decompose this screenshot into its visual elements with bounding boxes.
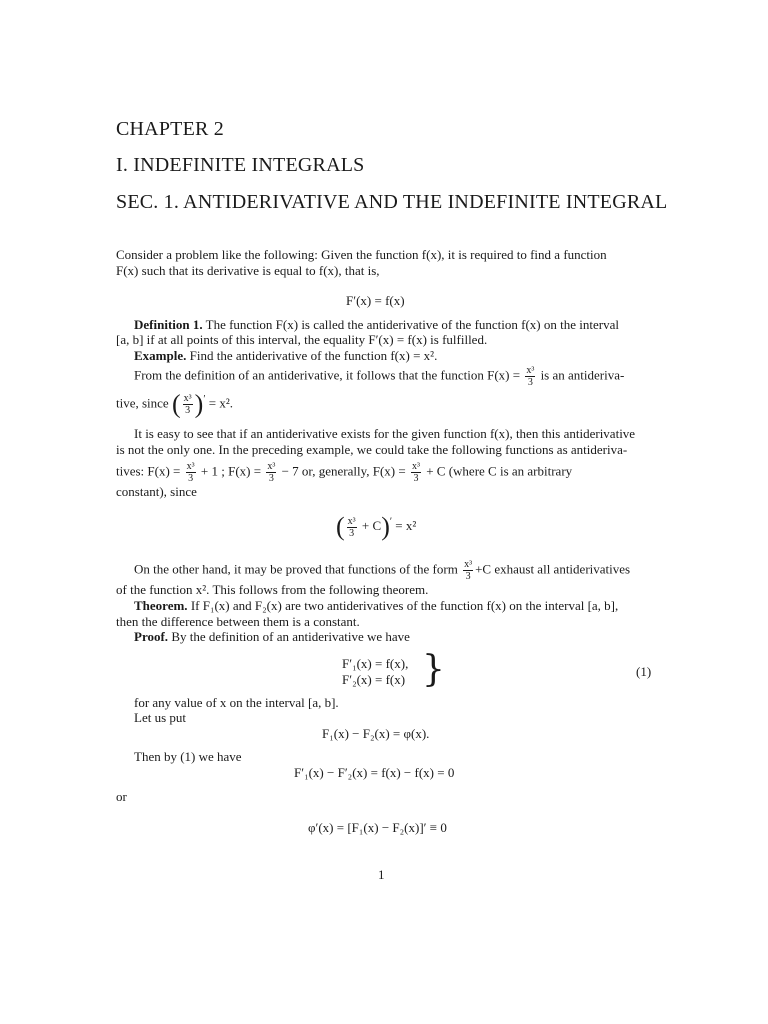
tive-since-text: tive, since: [116, 395, 169, 411]
fraction-x3-over-3-f: [347, 516, 357, 539]
left-paren: (: [171, 389, 181, 419]
equation-last: φ′(x) = [F₁(x) − F₂(x)]′ ≡ 0: [308, 820, 447, 835]
intro-line-1: Consider a problem like the following: Given the function f(x), it is required to find a function: [116, 247, 607, 262]
or-line: or: [116, 789, 127, 804]
after-system-line-2: Let us put: [134, 710, 186, 725]
theorem-line-2: then the difference between them is a constant.: [116, 614, 360, 629]
right-paren: ): [194, 389, 204, 419]
fraction-x3-over-3-c: [186, 461, 196, 484]
then-by-line: Then by (1) we have: [134, 749, 242, 764]
from-definition-line: [134, 365, 624, 388]
definition-text: The function F(x) is called the antiderivative of the function f(x) on the interval: [205, 317, 619, 332]
from-def-before: From the definition of an antiderivative, it follows that the function F(x) =: [134, 367, 521, 383]
easy-3a: tives: F(x) =: [116, 463, 181, 479]
easy-3c: − 7 or, generally, F(x) =: [281, 463, 406, 479]
fraction-denominator: 3: [185, 404, 191, 416]
fraction-x3-over-3-d: [266, 461, 276, 484]
easy-line-3: [116, 461, 572, 484]
part-heading: I. INDEFINITE INTEGRALS: [116, 154, 365, 176]
equation-difference: F′₁(x) − F′₂(x) = f(x) − f(x) = 0: [294, 765, 455, 780]
other-hand-line-1: [134, 559, 630, 582]
equation-main: F′(x) = f(x): [346, 293, 405, 308]
fraction-x3-over-3-g: [463, 559, 473, 582]
fraction-denominator: 3: [188, 473, 194, 484]
example-line: [134, 348, 437, 364]
fraction-numerator: x³: [267, 461, 276, 472]
from-def-after: is an antideriva-: [540, 367, 625, 383]
equation-x3-plus-c: ( $\frac{\text{x³}}{3}$ + C)′ = x²: [336, 512, 417, 541]
other-hand-line-2: of the function x². This follows from the following theorem.: [116, 582, 429, 597]
system-row-2: F′₂(x) = f(x): [342, 672, 406, 687]
easy-line-4: constant), since: [116, 484, 197, 499]
proof-label: Proof.: [134, 629, 169, 644]
fraction-denominator: 3: [413, 473, 419, 484]
section-heading: SEC. 1. ANTIDERIVATIVE AND THE INDEFINITE INTEGRAL: [116, 191, 668, 213]
easy-line-2: is not the only one. In the preceding example, we could take the following functions as antideriva-: [116, 442, 628, 457]
left-paren: (: [336, 512, 345, 541]
definition-label: Definition 1.: [134, 317, 203, 332]
example-text: Find the antiderivative of the function f(x) = x².: [189, 348, 438, 363]
proof-text: By the definition of an antiderivative we have: [171, 629, 410, 644]
fraction-numerator: x³: [186, 461, 195, 472]
page-number: 1: [378, 867, 385, 882]
fraction-x3-over-3-e: [411, 461, 421, 484]
fraction-numerator: x³: [411, 461, 420, 472]
eq-c-plus: + C: [361, 517, 382, 533]
fraction-denominator: 3: [465, 571, 471, 582]
chapter-heading: CHAPTER 2: [116, 118, 224, 140]
fraction-x3-over-3: [525, 365, 535, 388]
after-system-line-1: for any value of x on the interval [a, b].: [134, 695, 339, 710]
theorem-label: Theorem.: [134, 598, 188, 613]
right-brace: }: [422, 649, 445, 690]
fraction-numerator: x³: [183, 392, 192, 404]
fraction-denominator: 3: [268, 473, 274, 484]
easy-line-1: It is easy to see that if an antiderivative exists for the given function f(x), then this antiderivative: [134, 426, 636, 441]
example-label: Example.: [134, 348, 187, 363]
system-row-1: F′₁(x) = f(x),: [342, 656, 409, 671]
fraction-numerator: x³: [526, 365, 535, 376]
right-paren: ): [381, 512, 390, 541]
equation-phi: F₁(x) − F₂(x) = φ(x).: [322, 726, 430, 741]
intro-line-2: F(x) such that its derivative is equal to f(x), that is,: [116, 263, 380, 278]
other-hand-before: On the other hand, it may be proved that functions of the form: [134, 561, 458, 577]
fraction-denominator: 3: [349, 527, 355, 539]
easy-3d: + C (where C is an arbitrary: [426, 463, 573, 479]
other-hand-after: +C exhaust all antiderivatives: [475, 561, 631, 577]
fraction-x3-over-3-b: [183, 393, 193, 416]
eq-c-rhs: = x²: [395, 517, 417, 533]
fraction-numerator: x³: [464, 559, 473, 570]
fraction-numerator: x³: [347, 515, 356, 527]
theorem-text: If F₁(x) and F₂(x) are two antiderivatives of the function f(x) on the interval [a, b],: [190, 598, 619, 613]
theorem-line-1: [134, 598, 618, 614]
proof-line: [134, 629, 410, 645]
equation-number: (1): [636, 664, 652, 679]
fraction-denominator: 3: [527, 377, 533, 388]
definition-line-2: [a, b] if at all points of this interval, the equality F′(x) = f(x) is fulfilled.: [116, 332, 488, 347]
tive-since-line: tive, since ( $\frac{\text{x³}}{3}$ )′ = x².: [116, 389, 233, 419]
tive-since-after: = x².: [208, 395, 233, 411]
definition-line-1: [134, 317, 619, 333]
easy-3b: + 1 ; F(x) =: [200, 463, 262, 479]
